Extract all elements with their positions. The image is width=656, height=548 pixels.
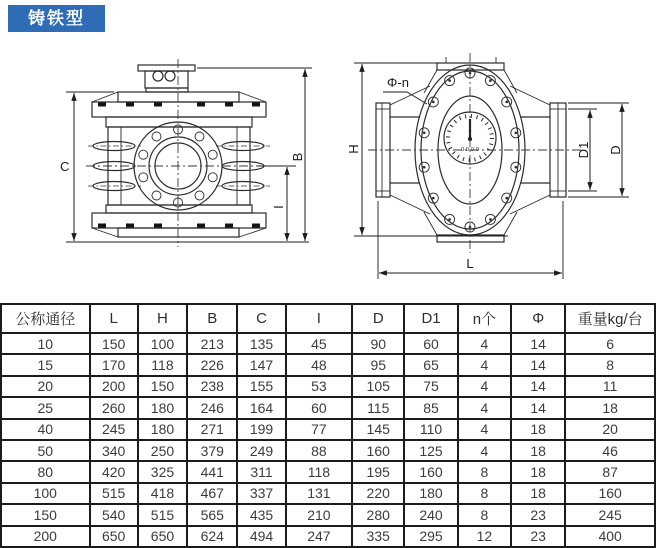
table-cell: 23 [511, 504, 565, 525]
dimension-L [378, 201, 563, 279]
table-cell: 400 [565, 526, 655, 547]
table-cell: 195 [352, 461, 404, 482]
table-cell: 295 [404, 526, 457, 547]
table-cell: 18 [565, 397, 655, 418]
table-cell: 200 [1, 526, 90, 547]
table-cell: 10 [1, 333, 90, 354]
table-cell: 246 [187, 397, 237, 418]
col-header-dn: 公称通径 [1, 304, 90, 333]
table-cell: 515 [138, 504, 187, 525]
table-cell: 515 [90, 483, 138, 504]
table-row [1, 419, 655, 440]
table-cell: 4 [458, 354, 511, 375]
table-cell: 337 [237, 483, 285, 504]
dial-odometer: 0-0-0-0 [461, 147, 479, 153]
table-cell: 15 [1, 354, 90, 375]
register-counter [138, 65, 195, 92]
table-row [1, 397, 655, 418]
table-cell: 87 [565, 461, 655, 482]
dim-label-L: L [466, 256, 474, 271]
side-view [346, 53, 629, 279]
table-cell: 25 [1, 397, 90, 418]
table-cell: 100 [1, 483, 90, 504]
table-cell: 4 [458, 419, 511, 440]
type-badge: 铸铁型 [8, 5, 105, 32]
col-header-I: I [286, 304, 352, 333]
table-cell: 164 [237, 397, 285, 418]
table-row [1, 440, 655, 461]
table-cell: 420 [90, 461, 138, 482]
table-cell: 160 [404, 461, 457, 482]
table-cell: 540 [90, 504, 138, 525]
table-cell: 271 [187, 419, 237, 440]
table-cell: 53 [286, 376, 352, 397]
table-cell: 4 [458, 397, 511, 418]
table-cell: 180 [138, 419, 187, 440]
table-cell: 18 [511, 461, 565, 482]
col-header-C: C [237, 304, 285, 333]
table-cell: 60 [404, 333, 457, 354]
table-cell: 6 [565, 333, 655, 354]
table-cell: 238 [187, 376, 237, 397]
dim-label-D1: D1 [576, 141, 591, 159]
table-cell: 8 [565, 354, 655, 375]
table-cell: 115 [352, 397, 404, 418]
table-cell: 226 [187, 354, 237, 375]
table-cell: 245 [565, 504, 655, 525]
table-cell: 210 [286, 504, 352, 525]
table-cell: 147 [237, 354, 285, 375]
table-cell: 20 [1, 376, 90, 397]
table-cell: 8 [458, 483, 511, 504]
table-cell: 125 [404, 440, 457, 461]
dimension-C [60, 92, 114, 241]
table-cell: 245 [90, 419, 138, 440]
table-cell: 155 [237, 376, 285, 397]
table-cell: 95 [352, 354, 404, 375]
dim-label-C: C [60, 159, 70, 174]
table-cell: 14 [511, 354, 565, 375]
technical-drawings [0, 35, 656, 300]
table-cell: 45 [286, 333, 352, 354]
table-row [1, 483, 655, 504]
table-cell: 565 [187, 504, 237, 525]
table-header-row [1, 304, 655, 333]
col-header-phi: Φ [511, 304, 565, 333]
table-row [1, 461, 655, 482]
col-header-L: L [90, 304, 138, 333]
table-cell: 46 [565, 440, 655, 461]
table-row [1, 376, 655, 397]
table-cell: 23 [511, 526, 565, 547]
table-cell: 150 [138, 376, 187, 397]
table-cell: 340 [90, 440, 138, 461]
table-cell: 213 [187, 333, 237, 354]
table-cell: 60 [286, 397, 352, 418]
table-cell: 8 [458, 504, 511, 525]
table-cell: 494 [237, 526, 285, 547]
table-cell: 418 [138, 483, 187, 504]
table-cell: 77 [286, 419, 352, 440]
table-cell: 220 [352, 483, 404, 504]
table-cell: 311 [237, 461, 285, 482]
dimension-H [346, 63, 508, 236]
table-cell: 200 [90, 376, 138, 397]
table-cell: 110 [404, 419, 457, 440]
table-cell: 80 [1, 461, 90, 482]
col-header-H: H [138, 304, 187, 333]
table-cell: 48 [286, 354, 352, 375]
table-cell: 170 [90, 354, 138, 375]
table-cell: 240 [404, 504, 457, 525]
col-header-B: B [187, 304, 237, 333]
table-cell: 88 [286, 440, 352, 461]
table-cell: 85 [404, 397, 457, 418]
table-cell: 467 [187, 483, 237, 504]
table-cell: 100 [138, 333, 187, 354]
callout-phi-n [383, 75, 427, 104]
dimension-spec-table [0, 303, 656, 548]
table-cell: 150 [1, 504, 90, 525]
table-cell: 435 [237, 504, 285, 525]
table-cell: 650 [90, 526, 138, 547]
table-cell: 145 [352, 419, 404, 440]
table-cell: 105 [352, 376, 404, 397]
dim-label-H: H [346, 144, 361, 154]
table-cell: 624 [187, 526, 237, 547]
dim-label-phi-n: Φ-n [387, 75, 409, 90]
table-cell: 18 [511, 440, 565, 461]
top-mount [424, 57, 517, 93]
table-cell: 150 [90, 333, 138, 354]
dim-label-B: B [290, 152, 305, 162]
dimension-I [258, 166, 296, 241]
table-cell: 75 [404, 376, 457, 397]
table-cell: 118 [138, 354, 187, 375]
table-row [1, 333, 655, 354]
table-cell: 14 [511, 397, 565, 418]
table-cell: 325 [138, 461, 187, 482]
table-cell: 250 [138, 440, 187, 461]
table-cell: 135 [237, 333, 285, 354]
table-cell: 4 [458, 333, 511, 354]
col-header-n: n个 [458, 304, 511, 333]
table-cell: 40 [1, 419, 90, 440]
table-row [1, 354, 655, 375]
table-cell: 335 [352, 526, 404, 547]
table-cell: 4 [458, 440, 511, 461]
table-cell: 180 [138, 397, 187, 418]
col-header-D: D [352, 304, 404, 333]
table-cell: 18 [511, 419, 565, 440]
table-cell: 650 [138, 526, 187, 547]
table-row [1, 526, 655, 547]
table-cell: 11 [565, 376, 655, 397]
table-cell: 12 [458, 526, 511, 547]
table-cell: 8 [458, 461, 511, 482]
table-cell: 199 [237, 419, 285, 440]
table-cell: 280 [352, 504, 404, 525]
table-cell: 247 [286, 526, 352, 547]
table-cell: 260 [90, 397, 138, 418]
table-cell: 65 [404, 354, 457, 375]
table-cell: 441 [187, 461, 237, 482]
table-cell: 131 [286, 483, 352, 504]
front-view [60, 59, 312, 247]
dim-label-I: I [271, 205, 286, 209]
table-cell: 50 [1, 440, 90, 461]
dim-label-D: D [608, 145, 623, 155]
table-cell: 249 [237, 440, 285, 461]
table-cell: 379 [187, 440, 237, 461]
table-cell: 18 [511, 483, 565, 504]
table-cell: 4 [458, 376, 511, 397]
table-cell: 20 [565, 419, 655, 440]
table-cell: 14 [511, 376, 565, 397]
table-cell: 90 [352, 333, 404, 354]
table-cell: 160 [352, 440, 404, 461]
table-row [1, 504, 655, 525]
table-cell: 14 [511, 333, 565, 354]
col-header-D1: D1 [404, 304, 457, 333]
table-cell: 160 [565, 483, 655, 504]
table-cell: 118 [286, 461, 352, 482]
dimension-B [197, 68, 312, 241]
table-cell: 180 [404, 483, 457, 504]
col-header-weight: 重量kg/台 [565, 304, 655, 333]
